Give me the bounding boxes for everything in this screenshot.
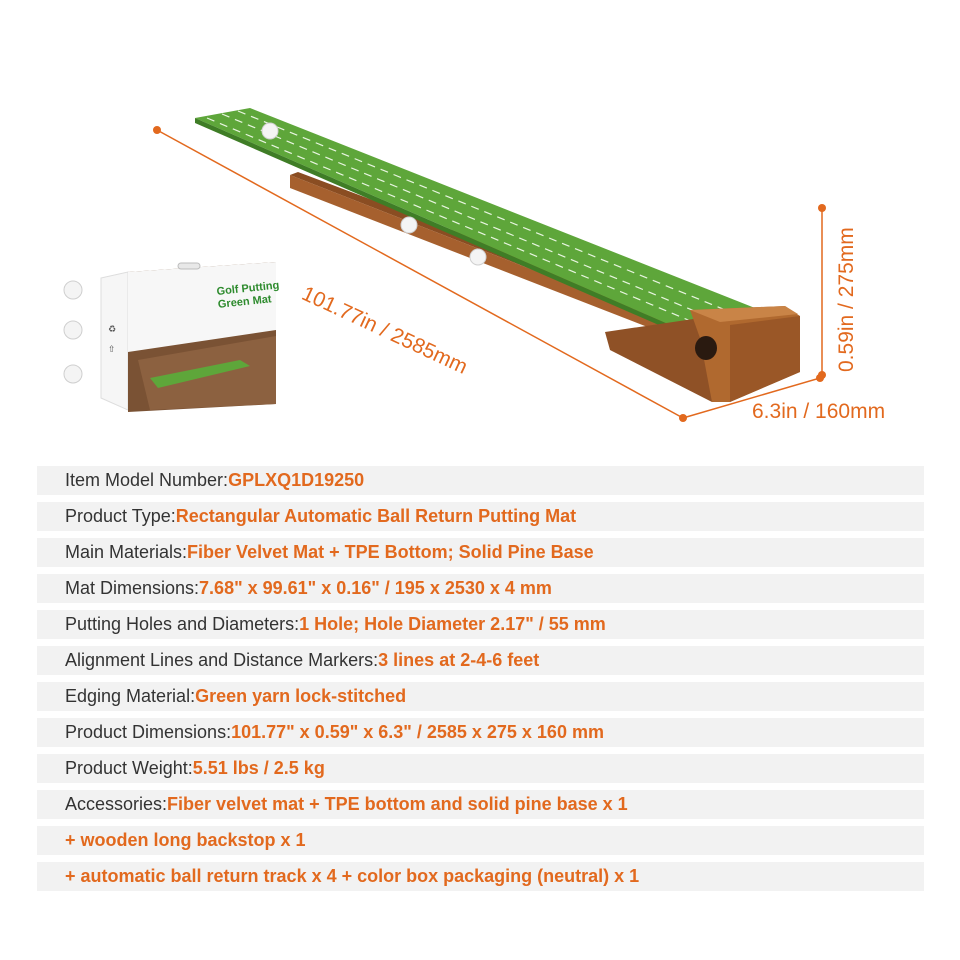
- spec-row: [37, 502, 924, 531]
- spec-key: Product Weight:: [65, 758, 193, 778]
- svg-text:⇧: ⇧: [108, 345, 116, 355]
- product-hero: [0, 0, 960, 455]
- width-dimension-label: 6.3in / 160mm: [752, 400, 886, 423]
- spec-row: [37, 574, 924, 603]
- spec-value: 5.51 lbs / 2.5 kg: [192, 758, 325, 778]
- golf-ball: [401, 217, 417, 233]
- spec-value: 1 Hole; Hole Diameter 2.17" / 55 mm: [299, 614, 606, 634]
- spec-key: Accessories:: [65, 794, 168, 814]
- product-illustration: [0, 0, 960, 455]
- spec-key: Mat Dimensions:: [65, 578, 200, 598]
- golf-ball: [64, 365, 82, 383]
- golf-ball: [64, 321, 82, 339]
- golf-ball: [470, 249, 486, 265]
- spec-key: Alignment Lines and Distance Markers:: [65, 650, 379, 670]
- spec-value: 7.68" x 99.61" x 0.16" / 195 x 2530 x 4 mm: [199, 578, 552, 598]
- spec-value: Green yarn lock-stitched: [195, 686, 407, 706]
- spec-key: Edging Material:: [65, 686, 196, 706]
- spec-row: [37, 754, 924, 783]
- spec-value: 101.77" x 0.59" x 6.3" / 2585 x 275 x 160 mm: [231, 722, 604, 742]
- putting-mat: [195, 108, 760, 343]
- spec-value: Rectangular Automatic Ball Return Putting Mat: [175, 506, 577, 526]
- spec-value: + wooden long backstop x 1: [65, 830, 306, 850]
- spec-key: Item Model Number:: [65, 470, 229, 490]
- spec-row: [37, 826, 924, 855]
- spec-row: [37, 790, 924, 819]
- golf-ball: [64, 281, 82, 299]
- spec-key: Putting Holes and Diameters:: [65, 614, 300, 634]
- height-dimension-label: 0.59in / 275mm: [835, 227, 858, 372]
- svg-text:♻: ♻: [108, 325, 117, 335]
- spec-row: [37, 646, 924, 675]
- spec-key: Product Type:: [65, 506, 176, 526]
- spec-key: Main Materials:: [65, 542, 188, 562]
- spec-value: GPLXQ1D19250: [228, 470, 365, 490]
- box-title-line: Green Mat: [217, 293, 273, 311]
- box-title-line: Golf Putting: [216, 279, 280, 298]
- spec-row: [37, 862, 924, 891]
- spec-row: [37, 466, 924, 495]
- spec-table: [37, 466, 924, 898]
- spec-value: Fiber velvet mat + TPE bottom and solid pine base x 1: [167, 794, 628, 814]
- spec-row: [37, 682, 924, 711]
- spec-row: [37, 538, 924, 567]
- spec-value: Fiber Velvet Mat + TPE Bottom; Solid Pine Base: [187, 542, 594, 562]
- spec-key: Product Dimensions:: [65, 722, 232, 742]
- spec-value: 3 lines at 2-4-6 feet: [378, 650, 540, 670]
- spec-row: [37, 610, 924, 639]
- height-dimension-line: [818, 204, 826, 379]
- length-dimension-label: 101.77in / 2585mm: [298, 282, 471, 379]
- spec-row: [37, 718, 924, 747]
- spec-value: + automatic ball return track x 4 + color box packaging (neutral) x 1: [65, 866, 640, 886]
- golf-ball: [262, 123, 278, 139]
